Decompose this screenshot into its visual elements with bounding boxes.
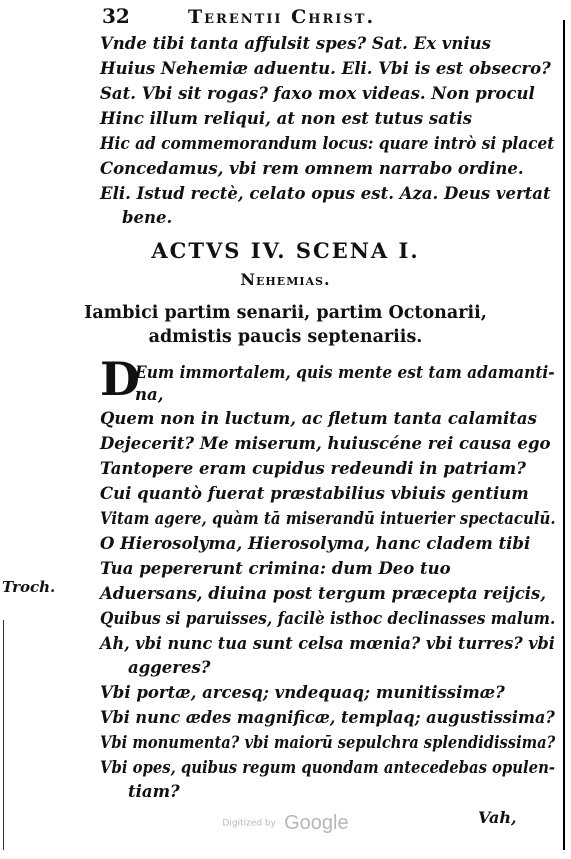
meter-note: Iambici partim senarii, partim Octonarii, (84, 303, 487, 323)
running-head: Terentii Christ. (188, 6, 376, 28)
text-line: O Hierosolyma, Hierosolyma, hanc cladem tibi (100, 534, 531, 553)
text-line: Cui quantò fuerat præstabilius vbiuis gentium (100, 484, 529, 503)
text-line: bene. (122, 208, 173, 227)
speaker-name: Nehemias. (240, 270, 331, 289)
text-line: na, (135, 385, 164, 404)
catchword: Vah, (478, 808, 517, 827)
text-line: Concedamus, vbi rem omnem narrabo ordine. (100, 159, 524, 178)
text-line: Vnde tibi tanta affulsit spes? Sat. Ex vnius (100, 34, 491, 53)
text-line: Aduersans, diuina post tergum præcepta reijcis, (100, 584, 547, 603)
drop-cap-initial: D (100, 352, 140, 406)
text-line: Eum immortalem, quis mente est tam adamanti- (135, 363, 555, 382)
page-number: 32 (102, 4, 130, 28)
text-line: Vbi nunc ædes magnificæ, templaq; augustissima? (100, 708, 555, 727)
text-line: Hic ad commemorandum locus: quare intrò si placet (100, 134, 555, 153)
margin-note: Troch. (2, 578, 56, 596)
text-line: Vitam agere, quàm tā miserandū intuerier spectaculū. (100, 509, 556, 528)
text-line: Vbi opes, quibus regum quondam antecedebas opulen- (100, 758, 555, 777)
text-line: Eli. Istud rectè, celato opus est. Aza. Deus vertat (100, 184, 551, 203)
text-line: Quem non in luctum, ac fletum tanta calamitas (100, 409, 537, 428)
text-line: Sat. Vbi sit rogas? faxo mox videas. Non procul (100, 84, 535, 103)
google-logo: Google (284, 812, 349, 834)
meter-note: admistis paucis septenariis. (148, 327, 423, 347)
watermark-prefix: Digitized by (222, 818, 276, 829)
text-line: tiam? (128, 782, 180, 801)
text-line: Ah, vbi nunc tua sunt celsa mœnia? vbi turres? vbi (100, 634, 555, 653)
text-line: Tantopere eram cupidus redeundi in patriam? (100, 459, 526, 478)
text-line: Vbi portæ, arcesq; vndequaq; munitissimæ? (100, 683, 505, 702)
text-line: Vbi monumenta? vbi maiorū sepulchra splendidissima? (100, 733, 556, 752)
text-line: Tua pepererunt crimina: dum Deo tuo (100, 559, 451, 578)
text-line: Quibus si paruisses, facilè isthoc declinasses malum. (100, 609, 556, 628)
text-line: Huius Nehemiæ aduentu. Eli. Vbi is est obsecro? (100, 59, 551, 78)
text-line: aggeres? (128, 658, 211, 677)
text-line: Hinc illum reliqui, at non est tutus satis (100, 109, 473, 128)
act-scene-heading: ACTVS IV. SCENA I. (151, 238, 420, 263)
page-header (102, 4, 462, 30)
page-edge-shadow (563, 20, 565, 850)
text-line: Dejecerit? Me miserum, huiuscéne rei causa ego (100, 434, 551, 453)
